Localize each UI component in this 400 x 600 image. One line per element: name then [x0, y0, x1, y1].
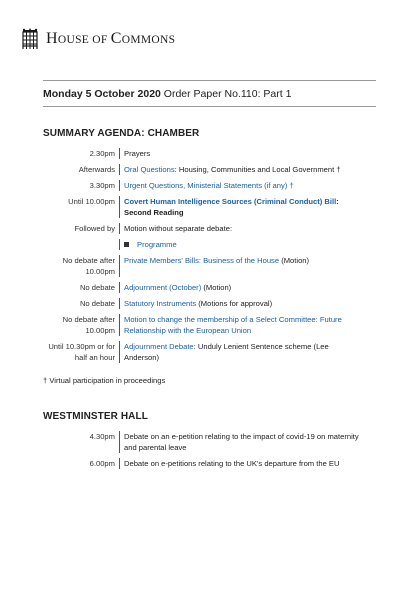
agenda-time: Until 10.30pm or for half an hour	[48, 342, 115, 362]
agenda-item: Private Members' Bills: Business of the House (Motion)	[119, 255, 363, 277]
agenda-item	[119, 239, 363, 250]
programme-link[interactable]: Programme	[137, 240, 177, 249]
agenda-time: Until 10.00pm	[68, 197, 115, 206]
agenda-row	[43, 341, 363, 363]
agenda-row	[43, 164, 363, 175]
agenda-time: 2.30pm	[89, 149, 115, 158]
logo-wordmark: HOUSE OF COMMONS	[46, 30, 176, 47]
agenda-item: Debate on e-petitions relating to the UK's departure from the EU	[119, 458, 363, 469]
chamber-agenda	[43, 148, 363, 368]
chis-bill-link[interactable]: Covert Human Intelligence Sources (Criminal Conduct) Bill	[124, 197, 337, 206]
agenda-row	[43, 196, 363, 218]
agenda-item: Debate on an e-petition relating to the impact of covid-19 on maternity and parental leave	[119, 431, 363, 453]
westminster-hall-title: WESTMINSTER HALL	[43, 411, 148, 422]
agenda-item: Motion without separate debate:	[119, 223, 363, 234]
agenda-time: Afterwards	[78, 165, 115, 174]
urgent-questions-link[interactable]: Urgent Questions, Ministerial Statements (if any) †	[124, 181, 294, 190]
agenda-item: Statutory Instruments (Motions for approval)	[119, 298, 363, 309]
agenda-item	[119, 314, 363, 336]
agenda-time: No debate	[79, 283, 115, 292]
westminster-hall-agenda	[43, 431, 363, 474]
agenda-time: Followed by	[74, 224, 115, 233]
agenda-row	[43, 298, 363, 309]
house-of-commons-logo	[21, 28, 175, 50]
agenda-row	[43, 148, 363, 159]
order-paper-heading	[43, 88, 291, 100]
order-paper-date: Monday 5 October 2020	[43, 88, 161, 100]
agenda-row	[43, 314, 363, 336]
agenda-time: No debate after 10.00pm	[62, 256, 115, 276]
agenda-item: Adjournment (October) (Motion)	[119, 282, 363, 293]
header-rule-bottom	[43, 106, 376, 107]
agenda-time	[43, 239, 119, 250]
bullet-icon	[124, 242, 129, 247]
agenda-time: 3.30pm	[89, 181, 115, 190]
order-paper-number: Order Paper No.110: Part 1	[160, 88, 292, 100]
agenda-row	[43, 282, 363, 293]
agenda-item: Oral Questions: Housing, Communities and Local Government †	[119, 164, 363, 175]
statutory-instruments-link[interactable]: Statutory Instruments	[124, 299, 197, 308]
agenda-time: No debate	[79, 299, 115, 308]
agenda-time: 4.30pm	[89, 432, 115, 441]
portcullis-icon	[21, 28, 39, 50]
agenda-item: Prayers	[119, 148, 363, 159]
select-committee-motion-link[interactable]: Motion to change the membership of a Select Committee: Future Relationship with the European Union	[124, 315, 342, 335]
agenda-row	[43, 458, 363, 469]
private-members-bills-link[interactable]: Private Members' Bills: Business of the House	[124, 256, 280, 265]
agenda-item: Covert Human Intelligence Sources (Criminal Conduct) Bill: Second Reading	[119, 196, 363, 218]
header-rule-top	[43, 80, 376, 81]
chamber-section-title: SUMMARY AGENDA: CHAMBER	[43, 128, 200, 139]
agenda-row	[43, 431, 363, 453]
oral-questions-link[interactable]: Oral Questions	[124, 165, 175, 174]
agenda-row	[43, 239, 363, 250]
agenda-row	[43, 180, 363, 191]
adjournment-debate-link[interactable]: Adjournment Debate	[124, 342, 194, 351]
virtual-participation-footnote: † Virtual participation in proceedings	[43, 376, 166, 385]
agenda-time: No debate after 10.00pm	[62, 315, 115, 335]
agenda-row	[43, 255, 363, 277]
agenda-time: 6.00pm	[89, 459, 115, 468]
agenda-item: Adjournment Debate: Unduly Lenient Sentence scheme (Lee Anderson)	[119, 341, 363, 363]
agenda-row	[43, 223, 363, 234]
adjournment-october-link[interactable]: Adjournment (October)	[124, 283, 202, 292]
agenda-item	[119, 180, 363, 191]
